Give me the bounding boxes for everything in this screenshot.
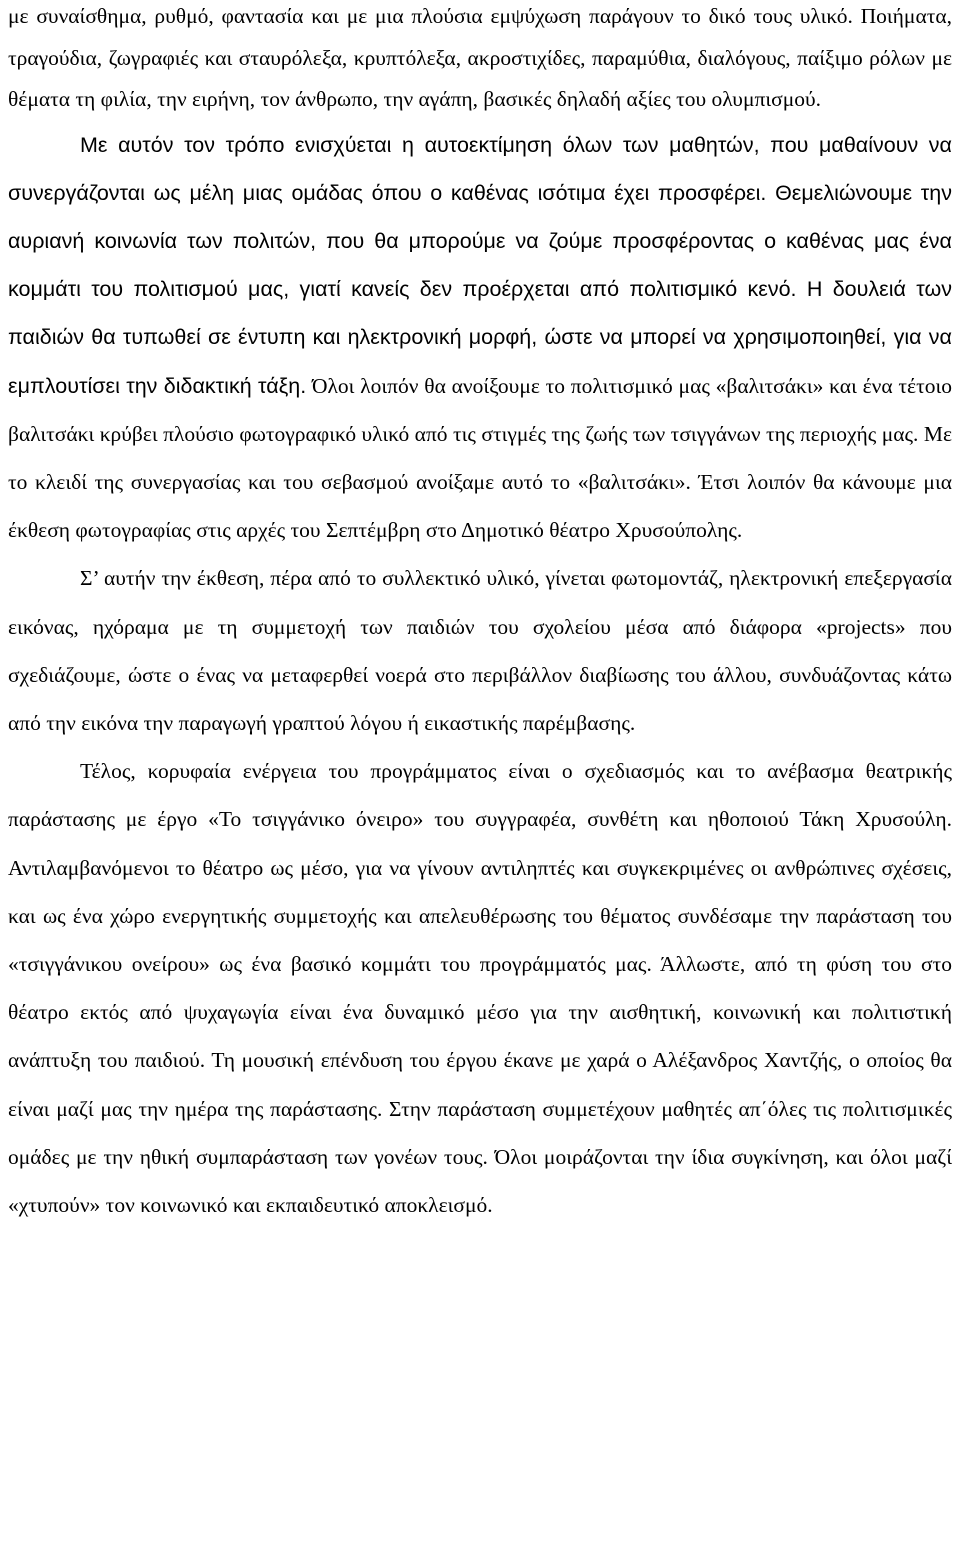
paragraph-3-text: Σ’ αυτήν την έκθεση, πέρα από το συλλεκτικό υλικό, γίνεται φωτομοντάζ, ηλεκτρονική επεξεργασία εικόνας, ηχόραμα με τη συμμετοχή των παιδιών του σχολείου μέσα από διάφορα «projects» που σχεδιάζουμε, ώστε ο ένας να μεταφερθεί νοερά στο περιβάλλον διαβίωσης του άλλου, συνδυάζοντας κάτω από την εικόνα την παραγωγή γραπτού λόγου ή εικαστικής παρέμβασης. [8,566,952,735]
paragraph-4-text: Τέλος, κορυφαία ενέργεια του προγράμματος είναι ο σχεδιασμός και το ανέβασμα θεατρικής παράστασης με έργο «Το τσιγγάνικο όνειρο» του συγγραφέα, συνθέτη και ηθοποιού Τάκη Χρυσούλη. Αντιλαμβανόμενοι το θέατρο ως μέσο, για να γίνουν αντιληπτές και συγκεκριμένες οι ανθρώπινες σχέσεις, και ως ένα χώρο ενεργητικής συμμετοχής και απελευθέρωσης του θέματος συνδέσαμε την παράσταση του «τσιγγάνικου ονείρου» ως ένα βασικό κομμάτι του προγράμματός μας. Άλλωστε, από τη φύση του στο θέατρο εκτός από ψυχαγωγία είναι ένα δυναμικό μέσο για την αισθητική, κοινωνική και πολιτιστική ανάπτυξη του παιδιού. Τη μουσική επένδυση του έργου έκανε με χαρά ο Αλέξανδρος Χαντζής, ο οποίος θα είναι μαζί μας την ημέρα της παράστασης. Στην παράσταση συμμετέχουν μαθητές απ΄όλες τις πολιτισμικές ομάδες με την ηθική συμπαράσταση των γονέων τους. Όλοι μοιράζονται την ίδια συγκίνηση, και όλοι μαζί «χτυπούν» τον κοινωνικό και εκπαιδευτικό αποκλεισμό. [8,759,952,1217]
paragraph-2-text-b: Η δουλειά των παιδιών θα τυπωθεί σε έντυπη και ηλεκτρονική μορφή, ώστε να μπορεί να χρησιμοποιηθεί, για να εμπλουτίσει την διδακτική τάξη. [8,277,952,398]
paragraph-4 [8,747,952,1229]
paragraph-1 [8,0,952,121]
paragraph-2-text-a: Με αυτόν τον τρόπο ενισχύεται η αυτοεκτίμηση όλων των μαθητών, που μαθαίνουν να συνεργάζονται ως μέλη μιας ομάδας όπου ο καθένας ισότιμα έχει προσφέρει. Θεμελιώνουμε την αυριανή κοινωνία των πολιτών, που θα μπορούμε να ζούμε προσφέροντας ο καθένας μας ένα κομμάτι του πολιτισμού μας, γιατί κανείς δεν προέρχεται από πολιτισμικό κενό. [8,132,952,302]
paragraph-2-text-c: Όλοι λοιπόν θα ανοίξουμε το πολιτισμικό μας «βαλιτσάκι» και ένα τέτοιο βαλιτσάκι κρύβει πλούσιο φωτογραφικό υλικό από τις στιγμές της ζωής των τσιγγάνων της περιοχής μας. Με το κλειδί της συνεργασίας και του σεβασμού ανοίξαμε αυτό το «βαλιτσάκι». Έτσι λοιπόν θα κάνουμε μια έκθεση φωτογραφίας στις αρχές του Σεπτέμβρη στο Δημοτικό θέατρο Χρυσούπολης. [8,373,952,543]
paragraph-2 [8,121,952,555]
paragraph-1-text: με συναίσθημα, ρυθμό, φαντασία και με μια πλούσια εμψύχωση παράγουν το δικό τους υλικό. Ποιήματα, τραγούδια, ζωγραφιές και σταυρόλεξα, κρυπτόλεξα, ακροστιχίδες, παραμύθια, διαλόγους, παίξιμο ρόλων με θέματα τη φιλία, την ειρήνη, τον άνθρωπο, την αγάπη, βασικές δηλαδή αξίες του ολυμπισμού. [8,4,952,111]
paragraph-3 [8,554,952,747]
